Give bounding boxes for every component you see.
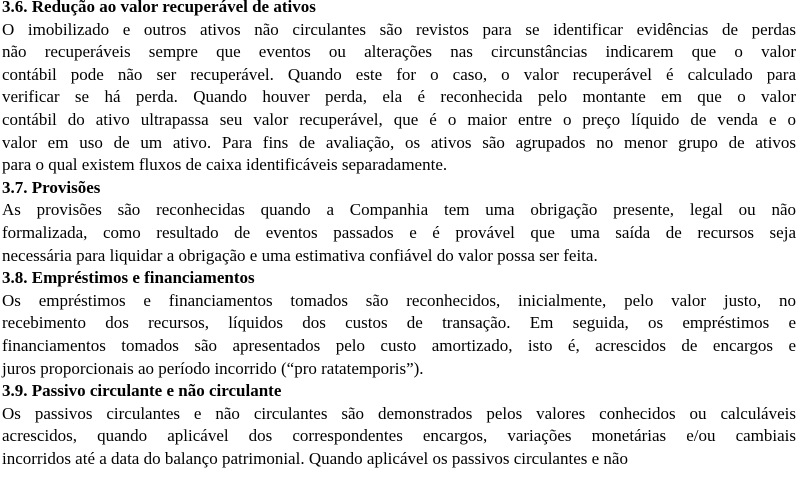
paragraph-line: contábil pode não ser recuperável. Quando este for o caso, o valor recuperável é calculado para: [2, 64, 796, 84]
section-paragraph: [2, 19, 796, 177]
section-3-8: [2, 267, 796, 380]
paragraph-line: verificar se há perda. Quando houver perda, ela é reconhecida pelo montante em que o valor: [2, 87, 796, 107]
section-heading: 3.6. Redução ao valor recuperável de ativos: [2, 0, 316, 16]
section-heading: 3.8. Empréstimos e financiamentos: [2, 268, 255, 288]
paragraph-line: incorridos até a data do balanço patrimonial. Quando aplicável os passivos circulantes e não: [2, 448, 628, 468]
paragraph-line: juros proporcionais ao período incorrido (“pro ratatemporis”).: [2, 358, 424, 378]
document-page: [2, 0, 796, 470]
paragraph-line: Os passivos circulantes e não circulantes são demonstrados pelos valores conhecidos ou calculáveis: [2, 403, 796, 423]
paragraph-line: financiamentos tomados são apresentados pelo custo amortizado, isto é, acrescidos de encargos e: [2, 335, 796, 355]
section-heading: 3.7. Provisões: [2, 177, 101, 197]
paragraph-line: contábil do ativo ultrapassa seu valor recuperável, que é o maior entre o preço líquido de venda e o: [2, 109, 796, 129]
section-paragraph: [2, 199, 796, 267]
section-paragraph: [2, 403, 796, 471]
paragraph-line: para o qual existem fluxos de caixa identificáveis separadamente.: [2, 155, 448, 175]
paragraph-line: necessária para liquidar a obrigação e uma estimativa confiável do valor possa ser feita.: [2, 245, 598, 265]
paragraph-line: não recuperáveis sempre que eventos ou alterações nas circunstâncias indicarem que o valor: [2, 42, 796, 62]
paragraph-line: recebimento dos recursos, líquidos dos custos de transação. Em seguida, os empréstimos e: [2, 313, 796, 333]
section-paragraph: [2, 290, 796, 380]
paragraph-line: valor em uso de um ativo. Para fins de avaliação, os ativos são agrupados no menor grupo de ativos: [2, 132, 796, 152]
section-3-7: [2, 177, 796, 267]
paragraph-line: formalizada, como resultado de eventos passados e é provável que uma saída de recursos seja: [2, 222, 796, 242]
section-3-6: [2, 0, 796, 177]
section-heading: 3.9. Passivo circulante e não circulante: [2, 381, 282, 401]
paragraph-line: acrescidos, quando aplicável dos correspondentes encargos, variações monetárias e/ou cambiais: [2, 426, 796, 446]
paragraph-line: Os empréstimos e financiamentos tomados são reconhecidos, inicialmente, pelo valor justo, no: [2, 290, 796, 310]
section-3-9: [2, 380, 796, 470]
paragraph-line: As provisões são reconhecidas quando a Companhia tem uma obrigação presente, legal ou não: [2, 200, 796, 220]
paragraph-line: O imobilizado e outros ativos não circulantes são revistos para se identificar evidências de perdas: [2, 19, 796, 39]
